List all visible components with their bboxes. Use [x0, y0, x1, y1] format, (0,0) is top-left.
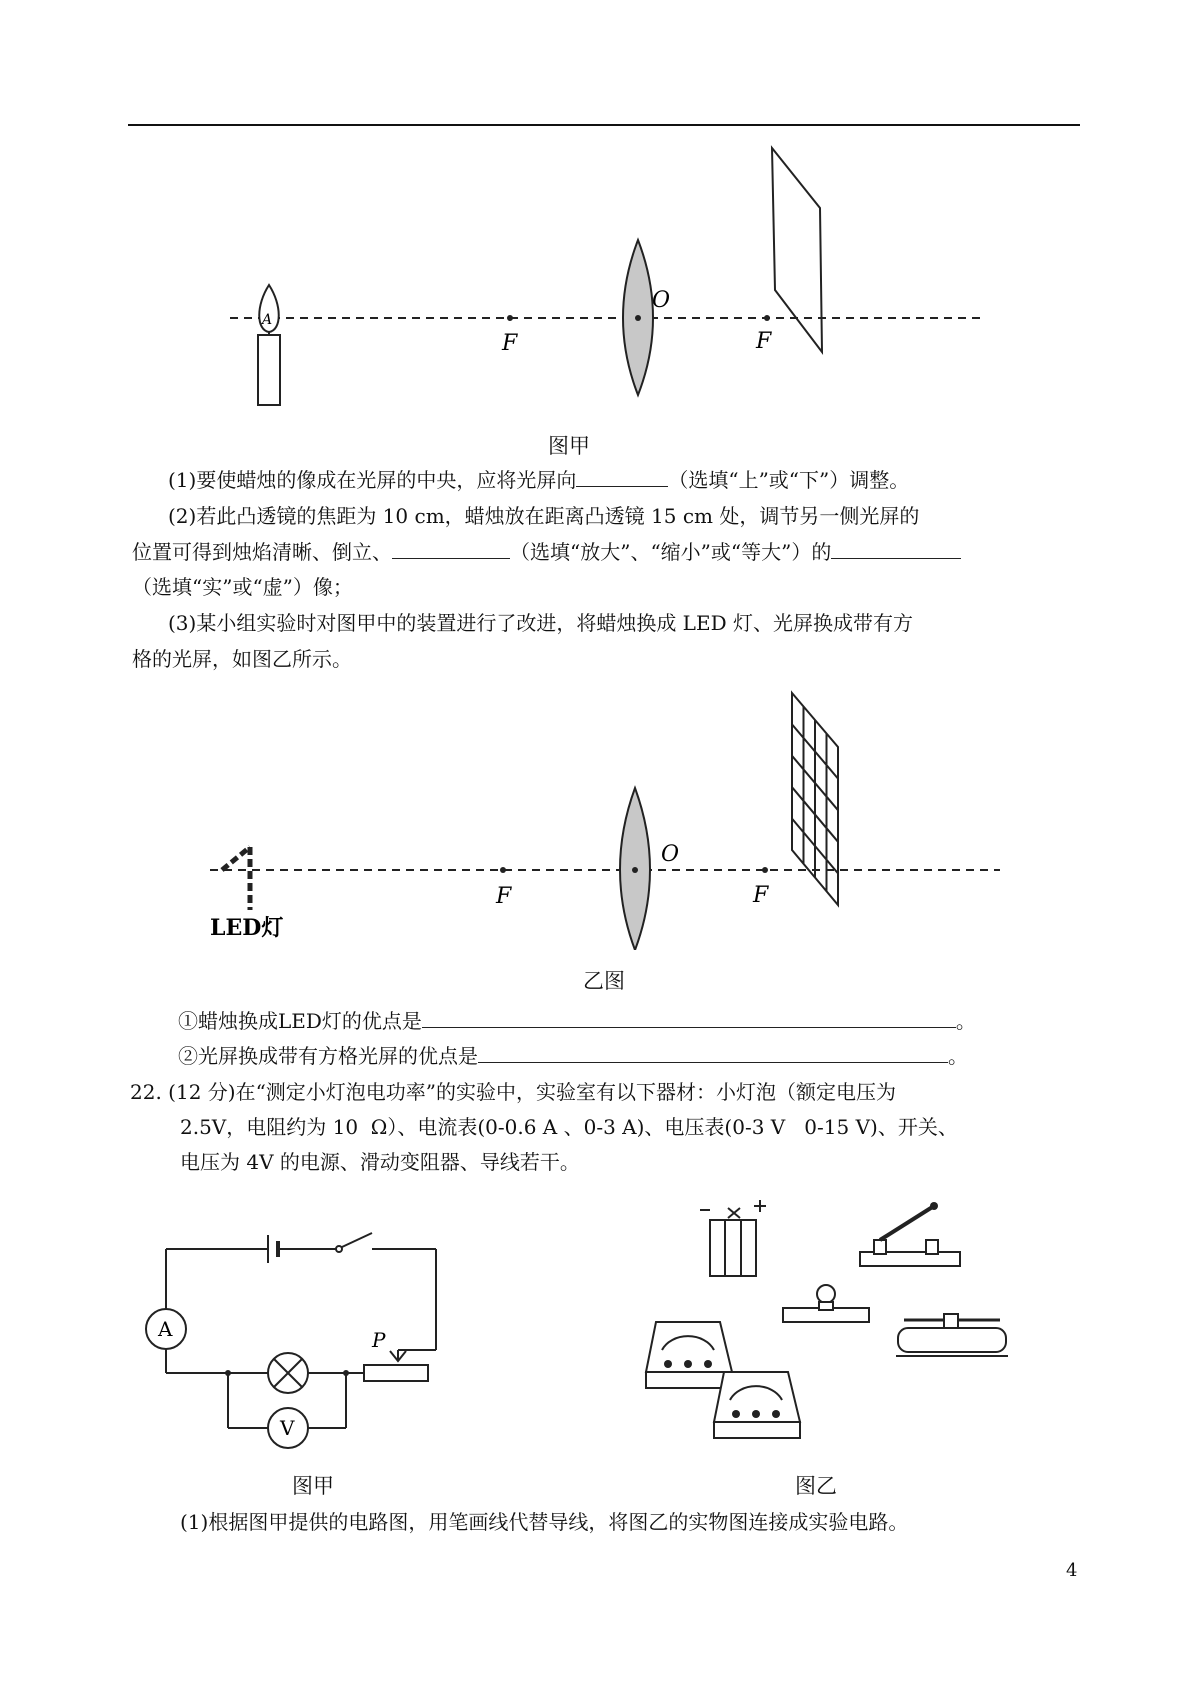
q21-part2-line2: 位置可得到烛焰清晰、倒立、 （选填“放大”、“缩小”或“等大”）的 — [132, 538, 961, 566]
header-rule — [128, 124, 1080, 126]
knife-switch-icon — [860, 1202, 960, 1266]
figure1-caption: 图甲 — [548, 434, 590, 458]
grid-screen — [792, 693, 838, 905]
candle-body — [258, 335, 280, 405]
q21-sub2: ②光屏换成带有方格光屏的优点是 。 — [178, 1044, 968, 1068]
lamp-holder-icon — [783, 1285, 869, 1322]
lens-center-label-2: O — [661, 842, 680, 867]
q21-part1: (1)要使蜡烛的像成在光屏的中央，应将光屏向 （选填“上”或“下”）调整。 — [168, 468, 910, 492]
q22-line1: 22. (12 分)在“测定小灯泡电功率”的实验中，实验室有以下器材：小灯泡（额定电压为 — [130, 1080, 897, 1104]
q21-part3-line1: (3)某小组实验时对图甲中的装置进行了改进，将蜡烛换成 LED 灯、光屏换成带有方 — [168, 611, 913, 635]
focal-point-left — [507, 315, 513, 321]
ammeter-label: A — [158, 1317, 173, 1341]
focal-label-right: F — [756, 329, 772, 354]
blank-2[interactable] — [392, 538, 510, 559]
battery-pack-icon — [700, 1200, 766, 1276]
switch-blade — [342, 1233, 372, 1247]
focal-label-left-2: F — [496, 884, 512, 909]
figure-candle-lens-screen — [200, 140, 990, 415]
blank-5[interactable] — [478, 1042, 948, 1063]
components-figure-caption: 图乙 — [795, 1474, 837, 1498]
q22-line2: 2.5V，电阻约为 10 Ω）、电流表(0-0.6 A 、0-3 A)、电压表(0-3 V 0-15 V)、开关、 — [180, 1115, 958, 1139]
q22-line3: 电压为 4V 的电源、滑动变阻器、导线若干。 — [180, 1150, 580, 1174]
ammeter-device-icon — [646, 1322, 732, 1388]
q21-part3-line2: 格的光屏，如图乙所示。 — [132, 647, 352, 671]
lens-center-2 — [632, 867, 638, 873]
blank-4[interactable] — [422, 1007, 956, 1028]
led-label: LED灯 — [210, 915, 284, 941]
figure2-caption: 乙图 — [583, 969, 625, 993]
focal-point-left-2 — [500, 867, 506, 873]
q22-part1: (1)根据图甲提供的电路图，用笔画线代替导线，将图乙的实物图连接成实验电路。 — [180, 1510, 909, 1534]
led-arm — [222, 847, 250, 870]
slider-label: P — [372, 1328, 386, 1352]
q21-sub1: ①蜡烛换成LED灯的优点是 。 — [178, 1009, 976, 1033]
focal-label-right-2: F — [753, 883, 769, 908]
focal-point-right-2 — [762, 867, 768, 873]
real-components-figure — [628, 1190, 1028, 1450]
circuit-diagram — [140, 1225, 460, 1450]
switch-pivot — [336, 1246, 342, 1252]
blank-3[interactable] — [831, 538, 961, 559]
junction-left — [225, 1370, 231, 1376]
circuit-figure-caption: 图甲 — [292, 1474, 334, 1498]
candle-letter-label: A — [262, 312, 273, 328]
voltmeter-label: V — [280, 1416, 295, 1440]
figure-led-lens-gridscreen — [200, 685, 1010, 950]
focal-point-right — [764, 315, 770, 321]
page-number: 4 — [1066, 1560, 1078, 1581]
focal-label-left: F — [502, 331, 518, 356]
q21-part2-line1: (2)若此凸透镜的焦距为 10 cm，蜡烛放在距离凸透镜 15 cm 处，调节另一侧光屏的 — [168, 504, 920, 528]
junction-right — [343, 1370, 349, 1376]
q21-part2-line3: （选填“实”或“虚”）像； — [132, 575, 353, 599]
lens-center-label: O — [652, 288, 671, 313]
blank-1[interactable] — [576, 466, 668, 487]
light-screen — [772, 148, 822, 352]
voltmeter-device-icon — [714, 1372, 800, 1438]
rheostat-symbol — [364, 1365, 428, 1381]
lens-center — [635, 315, 641, 321]
rheostat-device-icon — [896, 1314, 1008, 1356]
